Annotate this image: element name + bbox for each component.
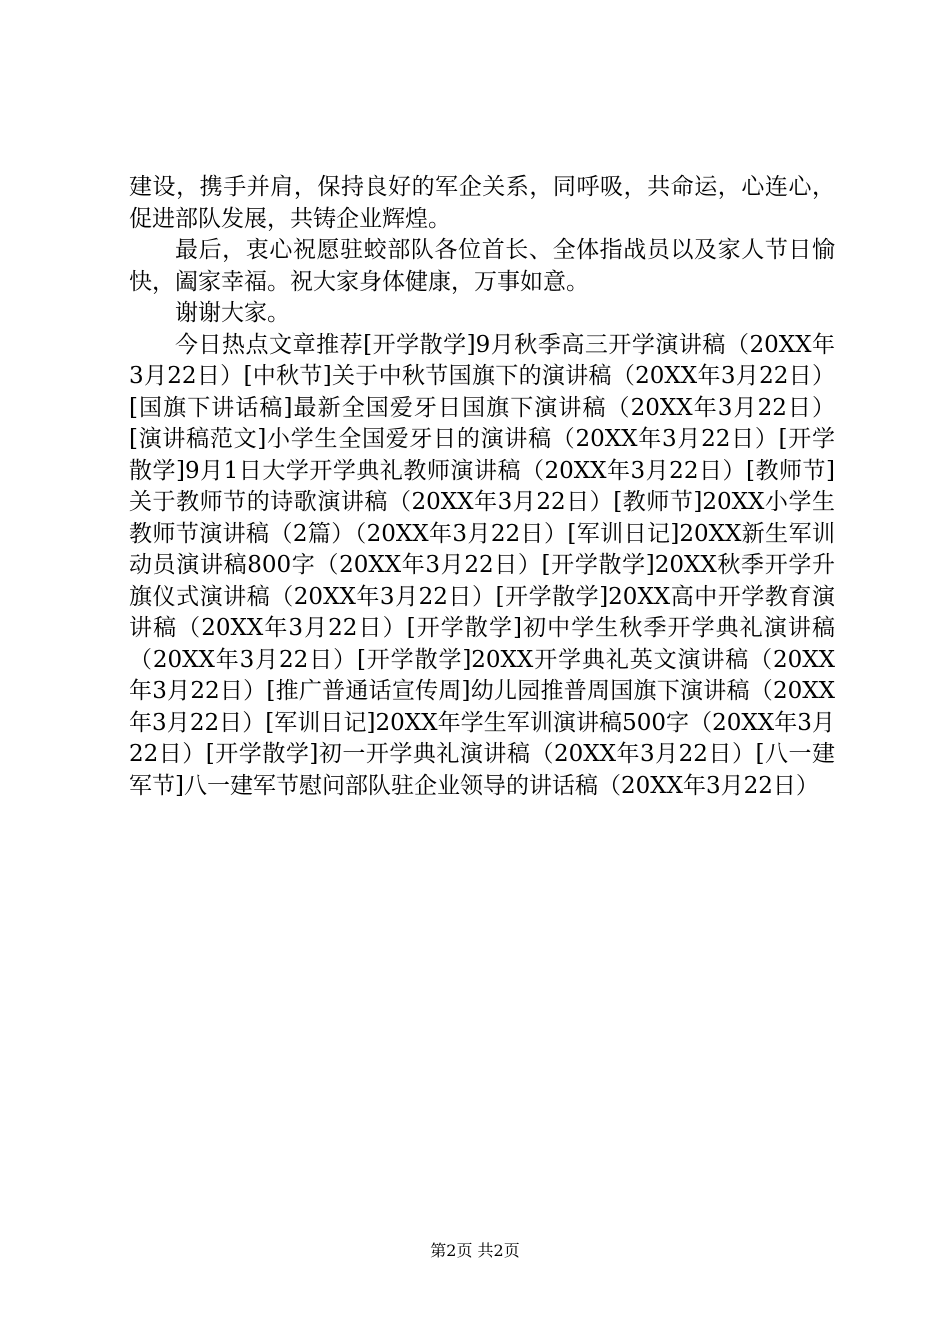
paragraph-continuation: 建设，携手并肩，保持良好的军企关系，同呼吸，共命运，心连心，促进部队发展，共铸企业辉煌。	[129, 174, 835, 232]
paragraph-thanks: 谢谢大家。	[175, 300, 290, 326]
page-number-footer: 第2页 共2页	[430, 1241, 520, 1260]
paragraph-recommended-articles: 今日热点文章推荐[开学散学]9月秋季高三开学演讲稿（20XX年3月22日）[中秋节]关于中秋节国旗下的演讲稿（20XX年3月22日）[国旗下讲话稿]最新全国爱牙日国旗下演讲稿（20XX年3月22日）[演讲稿范文]小学生全国爱牙日的演讲稿（20XX年3月22日）[开学散学]9月1日大学开学典礼教师演讲稿（20XX年3月22日）[教师节]关于教师节的诗歌演讲稿（20XX年3月22日）[教师节]20XX小学生教师节演讲稿（2篇）（20XX年3月22日）[军训日记]20XX新生军训动员演讲稿800字（20XX年3月22日）[开学散学]20XX秋季开学升旗仪式演讲稿（20XX年3月22日）[开学散学]20XX高中开学教育演讲稿（20XX年3月22日）[开学散学]初中学生秋季开学典礼演讲稿（20XX年3月22日）[开学散学]20XX开学典礼英文演讲稿（20XX年3月22日）[推广普通话宣传周]幼儿园推普周国旗下演讲稿（20XX年3月22日）[军训日记]20XX年学生军训演讲稿500字（20XX年3月22日）[开学散学]初一开学典礼演讲稿（20XX年3月22日）[八一建军节]八一建军节慰问部队驻企业领导的讲话稿（20XX年3月22日）	[129, 331, 835, 799]
document-body	[129, 172, 835, 802]
paragraph-closing-wishes: 最后，衷心祝愿驻蛟部队各位首长、全体指战员以及家人节日愉快，阖家幸福。祝大家身体健康，万事如意。	[129, 237, 835, 295]
